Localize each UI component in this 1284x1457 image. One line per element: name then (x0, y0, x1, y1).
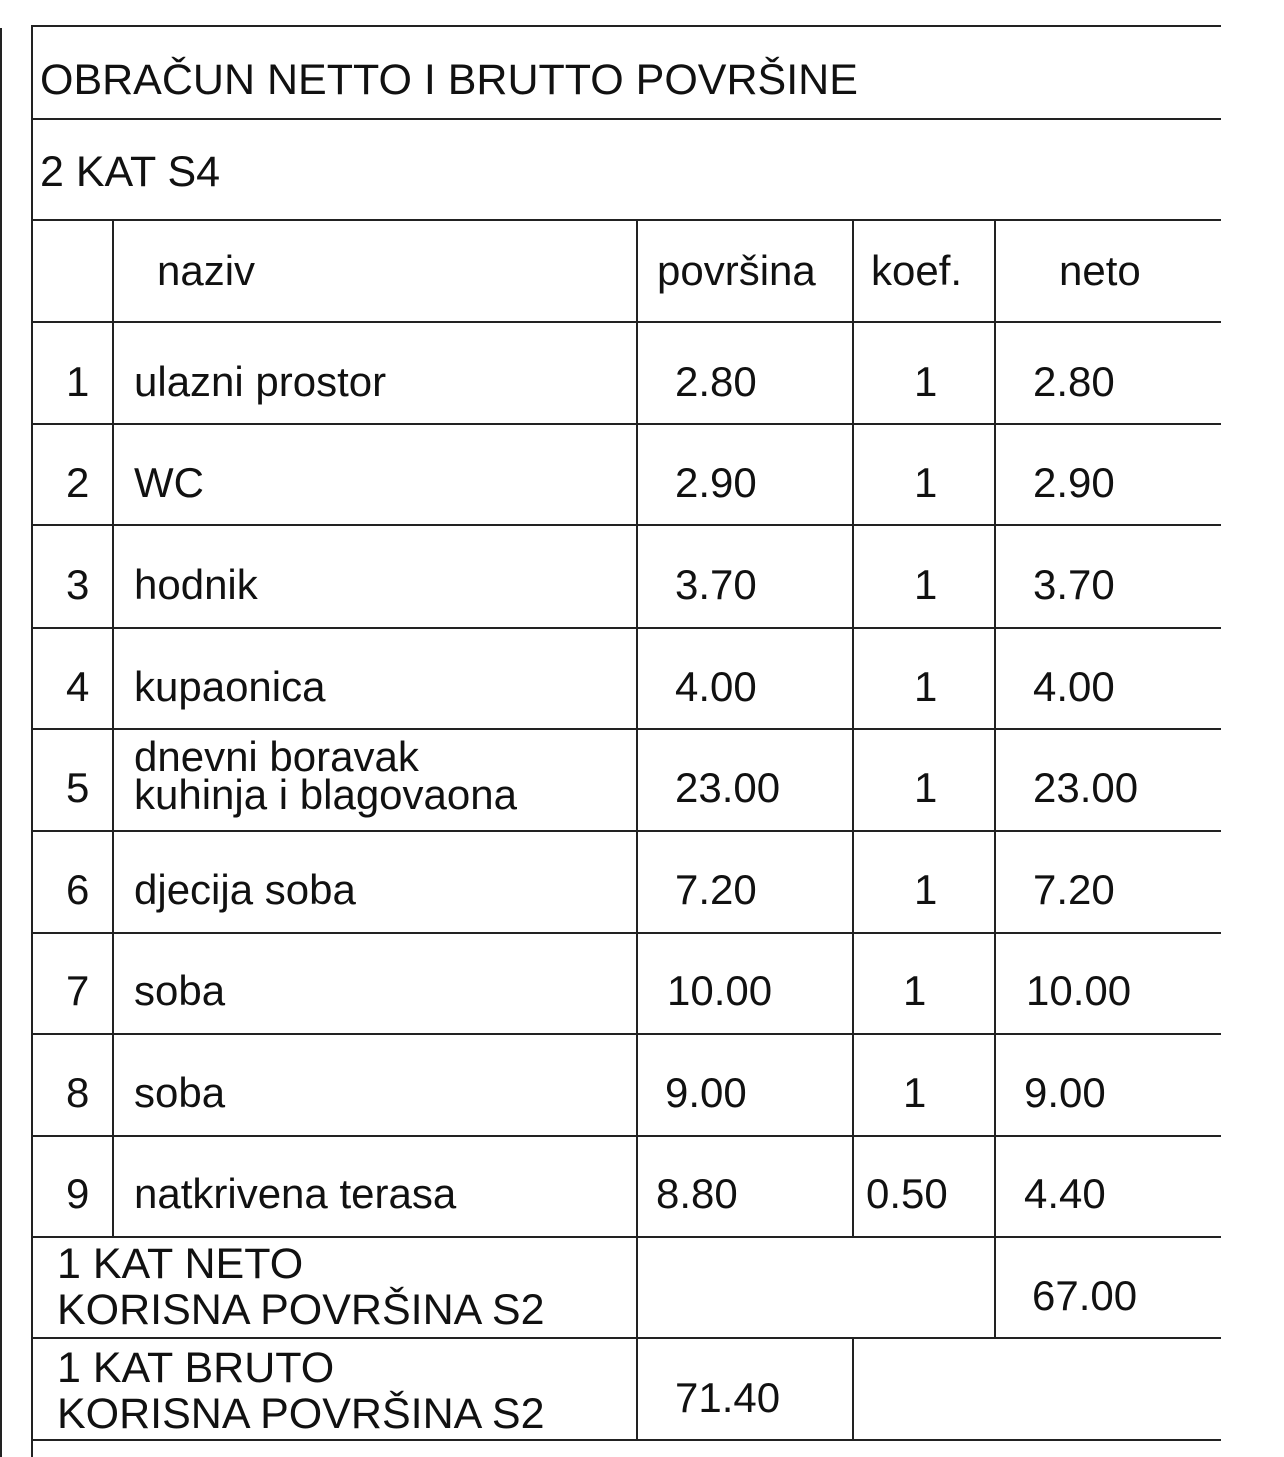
header-koef: koef. (871, 247, 963, 294)
room-koef: 1 (914, 358, 938, 405)
row-number: 9 (66, 1170, 90, 1217)
row-separator (31, 524, 1221, 526)
bruto-total-label-line-2: KORISNA POVRŠINA S2 (57, 1390, 545, 1438)
room-area: 3.70 (675, 561, 757, 608)
neto-total-value: 67.00 (1032, 1272, 1138, 1319)
room-koef: 0.50 (866, 1170, 948, 1217)
row-number: 2 (66, 459, 90, 506)
neto-total-label (57, 1240, 545, 1334)
room-name: hodnik (134, 561, 258, 608)
row-separator (31, 1033, 1221, 1035)
bruto-total-value: 71.40 (675, 1374, 781, 1421)
room-koef: 1 (914, 459, 938, 506)
room-neto: 10.00 (1026, 967, 1132, 1014)
room-area: 4.00 (675, 663, 757, 710)
neto-total-label-line-2: KORISNA POVRŠINA S2 (57, 1286, 545, 1334)
header-naziv: naziv (157, 247, 256, 294)
page-left-edge-line (0, 28, 2, 1457)
neto-total-label-line-1: 1 KAT NETO (57, 1240, 304, 1288)
title-top-border (31, 25, 1221, 27)
room-koef: 1 (914, 866, 938, 913)
col-separator-naziv (636, 219, 638, 1440)
row-separator (31, 1135, 1221, 1137)
room-neto: 7.20 (1033, 866, 1115, 913)
room-name: soba (134, 967, 226, 1014)
header-bottom-border (31, 321, 1221, 323)
col-separator-povrsina-bruto (852, 1337, 854, 1440)
room-name: WC (134, 459, 204, 506)
room-area: 2.80 (675, 358, 757, 405)
col-separator-povrsina (852, 219, 854, 1237)
header-neto: neto (1059, 247, 1141, 294)
row-number: 8 (66, 1069, 90, 1116)
room-area: 23.00 (675, 764, 781, 811)
room-area: 9.00 (665, 1069, 747, 1116)
row-separator (31, 830, 1221, 832)
room-area: 8.80 (656, 1170, 738, 1217)
room-area: 7.20 (675, 866, 757, 913)
room-neto: 2.80 (1033, 358, 1115, 405)
page-subtitle: 2 KAT S4 (40, 148, 221, 196)
room-area: 10.00 (667, 967, 773, 1014)
col-separator-no (112, 219, 114, 1237)
row-separator (31, 1236, 1221, 1238)
row-number: 4 (66, 663, 90, 710)
room-neto: 23.00 (1033, 764, 1139, 811)
row-number: 7 (66, 967, 90, 1014)
summary-separator (31, 1337, 1221, 1339)
row-separator (31, 728, 1221, 730)
row-separator (31, 627, 1221, 629)
room-koef: 1 (914, 663, 938, 710)
row-separator (31, 932, 1221, 934)
room-koef: 1 (914, 764, 938, 811)
subtitle-bottom-border (31, 219, 1221, 221)
room-neto: 2.90 (1033, 459, 1115, 506)
room-neto: 4.40 (1024, 1170, 1106, 1217)
row-number: 3 (66, 561, 90, 608)
room-name: soba (134, 1069, 226, 1116)
room-neto: 3.70 (1033, 561, 1115, 608)
page-title: OBRAČUN NETTO I BRUTTO POVRŠINE (40, 56, 858, 104)
row-separator (31, 423, 1221, 425)
room-name-line-2: kuhinja i blagovaona (134, 771, 517, 818)
room-name: ulazni prostor (134, 358, 387, 405)
room-koef: 1 (903, 1069, 927, 1116)
room-koef: 1 (903, 967, 927, 1014)
room-name: natkrivena terasa (134, 1170, 457, 1217)
room-name (134, 733, 517, 818)
header-povrsina: površina (657, 247, 816, 294)
row-number: 5 (66, 764, 90, 811)
col-separator-koef (994, 219, 996, 1338)
room-name-line-1: dnevni boravak (134, 733, 419, 780)
room-neto: 9.00 (1024, 1069, 1106, 1116)
table-bottom-border (31, 1439, 1221, 1441)
row-number: 1 (66, 358, 90, 405)
room-area: 2.90 (675, 459, 757, 506)
room-neto: 4.00 (1033, 663, 1115, 710)
bruto-total-label (57, 1344, 545, 1438)
title-bottom-border (31, 118, 1221, 120)
row-number: 6 (66, 866, 90, 913)
room-name: djecija soba (134, 866, 356, 913)
room-name: kupaonica (134, 663, 326, 710)
table-left-border (31, 25, 33, 1457)
room-koef: 1 (914, 561, 938, 608)
bruto-total-label-line-1: 1 KAT BRUTO (57, 1344, 335, 1392)
